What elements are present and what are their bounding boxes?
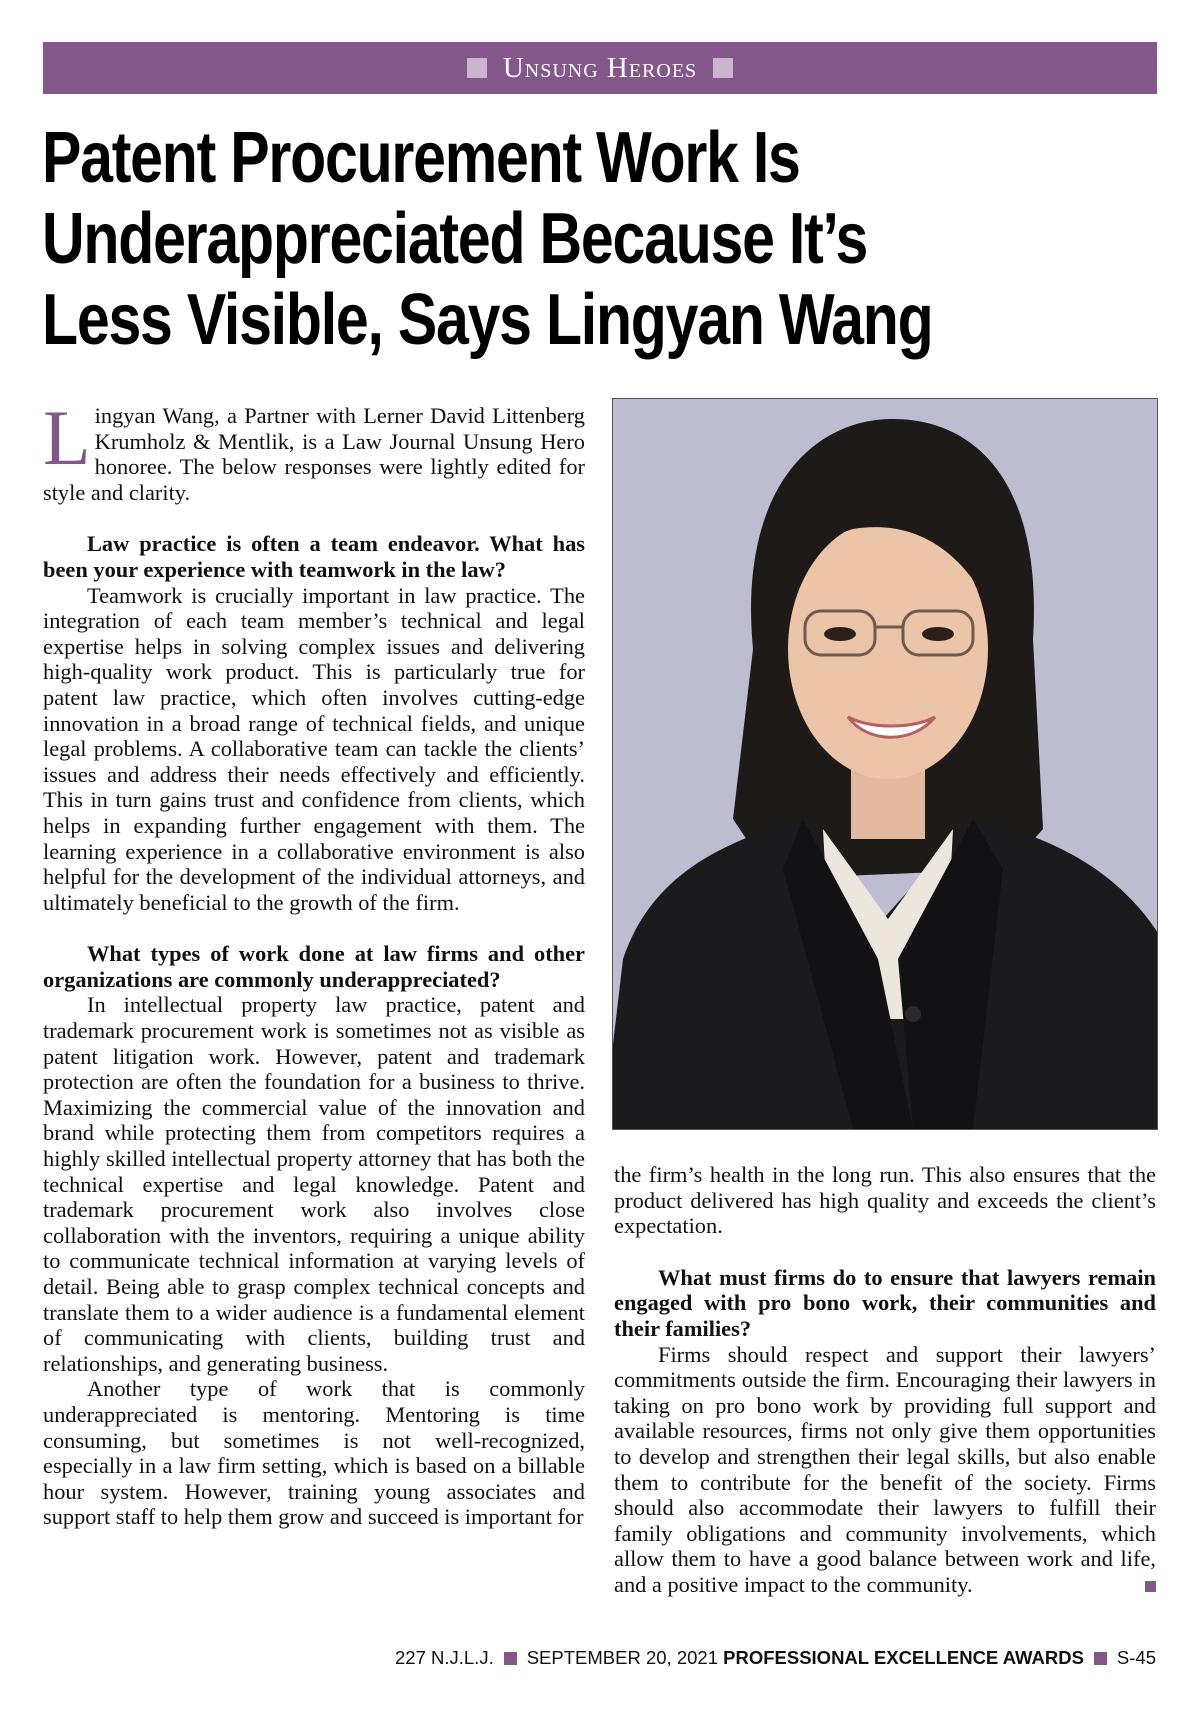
article-column-left xyxy=(43,394,585,1530)
portrait-photo xyxy=(612,398,1158,1130)
end-of-article-mark xyxy=(1145,1581,1156,1592)
banner-square-right xyxy=(713,58,733,78)
banner-square-left xyxy=(467,58,487,78)
article-headline: Patent Procurement Work Is Underappreciated Because It’s Less Visible, Says Lingyan Wang xyxy=(42,118,933,360)
answer-3 xyxy=(614,1342,1156,1598)
answer-2-continued: Another type of work that is commonly underappreciated is mentoring. Mentoring is time consuming, but sometimes is not well-recognized, especially in a law firm setting, which is based on a billable hour system. However, training young associates and support staff to help them grow and succeed is important for xyxy=(43,1376,585,1530)
intro-text: ingyan Wang, a Partner with Lerner David Littenberg Krumholz & Mentlik, is a Law Journal Unsung Hero honoree. The below responses were lightly edited for style and clarity. xyxy=(43,403,585,505)
footer-section: PROFESSIONAL EXCELLENCE AWARDS xyxy=(723,1647,1084,1668)
banner-label: Unsung Heroes xyxy=(502,51,698,84)
footer-square-1 xyxy=(504,1652,517,1665)
drop-cap: L xyxy=(43,394,91,481)
question-3: What must firms do to ensure that lawyers remain engaged with pro bono work, their communities and their families? xyxy=(614,1264,1156,1341)
footer-issue: 227 N.J.L.J. xyxy=(395,1647,494,1668)
question-1: Law practice is often a team endeavor. What has been your experience with teamwork in the law? xyxy=(43,531,585,582)
article-column-right xyxy=(614,1162,1156,1598)
footer-date: SEPTEMBER 20, 2021 xyxy=(526,1647,718,1668)
answer-1: Teamwork is crucially important in law practice. The integration of each team member’s technical and legal expertise helps in solving complex issues and delivering high-quality work product. This is particularly true for patent law practice, which often involves cutting-edge innovation in a broad range of technical fields, and unique legal problems. A collaborative team can tackle the clients’ issues and address their needs effectively and efficiently. This in turn gains trust and confidence from clients, which helps in expanding further engagement with them. The learning experience in a collaborative environment is also helpful for the development of the individual attorneys, and ultimately beneficial to the growth of the firm. xyxy=(43,582,585,915)
page-footer xyxy=(0,1647,1156,1669)
answer-2: In intellectual property law practice, patent and trademark procurement work is sometimes not as visible as patent litigation work. However, patent and trademark protection are often the foundation for a business to thrive. Maximizing the commercial value of the innovation and brand while protecting them from competitors requires a highly skilled intellectual property attorney that has both the technical expertise and legal knowledge. Patent and trademark procurement work also involves close collaboration with the inventors, requiring a unique ability to communicate technical information at varying levels of detail. Being able to grasp complex technical concepts and translate them to a wider audience is a fundamental element of communicating with clients, building trust and relationships, and generating business. xyxy=(43,992,585,1376)
answer-3-text: Firms should respect and support their lawyers’ commitments outside the firm. Encouraging their lawyers in taking on pro bono work by providing full support and available resources, firms not only give them opportunities to develop and strengthen their legal skills, but also enable them to contribute for the benefit of the society. Firms should also accommodate their lawyers to fulfill their family obligations and community involvements, which allow them to have a good balance between work and life, and a positive impact to the community. xyxy=(614,1341,1156,1597)
footer-page-number: S-45 xyxy=(1116,1647,1156,1668)
intro-paragraph xyxy=(43,394,585,505)
answer-2-end: the firm’s health in the long run. This also ensures that the product delivered has high quality and exceeds the client’s expectation. xyxy=(614,1162,1156,1239)
portrait-illustration xyxy=(613,399,1157,1129)
section-banner xyxy=(43,42,1157,94)
question-2: What types of work done at law firms and other organizations are commonly underappreciated? xyxy=(43,941,585,992)
footer-square-2 xyxy=(1094,1652,1107,1665)
